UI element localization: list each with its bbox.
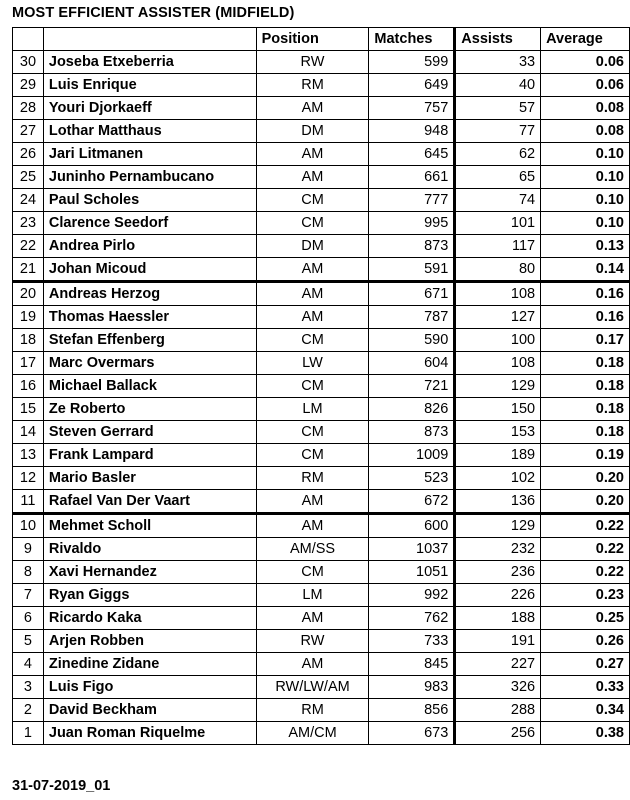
rank-cell: 17 [13, 352, 44, 375]
assists-cell: 117 [455, 235, 541, 258]
rank-cell: 1 [13, 722, 44, 745]
matches-cell: 523 [369, 467, 455, 490]
rank-cell: 26 [13, 143, 44, 166]
average-cell: 0.33 [541, 676, 630, 699]
average-cell: 0.16 [541, 282, 630, 306]
position-cell: LM [256, 584, 369, 607]
position-cell: RM [256, 74, 369, 97]
assists-cell: 108 [455, 282, 541, 306]
average-cell: 0.18 [541, 398, 630, 421]
matches-cell: 733 [369, 630, 455, 653]
average-cell: 0.38 [541, 722, 630, 745]
position-cell: AM [256, 166, 369, 189]
matches-cell: 757 [369, 97, 455, 120]
rank-cell: 13 [13, 444, 44, 467]
header-position: Position [256, 28, 369, 51]
position-cell: RM [256, 699, 369, 722]
table-row [13, 514, 630, 538]
rank-cell: 20 [13, 282, 44, 306]
average-cell: 0.20 [541, 490, 630, 514]
header-name [43, 28, 256, 51]
player-name-cell: Frank Lampard [43, 444, 256, 467]
table-row [13, 282, 630, 306]
matches-cell: 649 [369, 74, 455, 97]
average-cell: 0.19 [541, 444, 630, 467]
header-row [13, 28, 630, 51]
player-name-cell: Stefan Effenberg [43, 329, 256, 352]
assists-cell: 189 [455, 444, 541, 467]
assists-cell: 57 [455, 97, 541, 120]
player-name-cell: Ze Roberto [43, 398, 256, 421]
table-row [13, 51, 630, 74]
position-cell: RM [256, 467, 369, 490]
table-row [13, 630, 630, 653]
position-cell: RW [256, 51, 369, 74]
header-rank [13, 28, 44, 51]
player-name-cell: Marc Overmars [43, 352, 256, 375]
assists-cell: 256 [455, 722, 541, 745]
position-cell: AM [256, 490, 369, 514]
average-cell: 0.18 [541, 352, 630, 375]
rank-cell: 19 [13, 306, 44, 329]
assists-cell: 129 [455, 375, 541, 398]
table-row [13, 676, 630, 699]
assists-cell: 326 [455, 676, 541, 699]
matches-cell: 600 [369, 514, 455, 538]
rank-cell: 27 [13, 120, 44, 143]
matches-cell: 873 [369, 235, 455, 258]
rank-cell: 22 [13, 235, 44, 258]
rank-cell: 12 [13, 467, 44, 490]
average-cell: 0.10 [541, 166, 630, 189]
position-cell: CM [256, 329, 369, 352]
average-cell: 0.18 [541, 421, 630, 444]
average-cell: 0.22 [541, 538, 630, 561]
average-cell: 0.08 [541, 120, 630, 143]
rank-cell: 15 [13, 398, 44, 421]
table-row [13, 258, 630, 282]
position-cell: DM [256, 235, 369, 258]
position-cell: CM [256, 375, 369, 398]
assists-cell: 129 [455, 514, 541, 538]
assists-cell: 153 [455, 421, 541, 444]
average-cell: 0.27 [541, 653, 630, 676]
player-name-cell: Mario Basler [43, 467, 256, 490]
assists-cell: 226 [455, 584, 541, 607]
assists-cell: 100 [455, 329, 541, 352]
average-cell: 0.22 [541, 514, 630, 538]
date-code: 31-07-2019_01 [12, 778, 111, 794]
matches-cell: 671 [369, 282, 455, 306]
rank-cell: 2 [13, 699, 44, 722]
matches-cell: 1009 [369, 444, 455, 467]
player-name-cell: Johan Micoud [43, 258, 256, 282]
matches-cell: 645 [369, 143, 455, 166]
rank-cell: 24 [13, 189, 44, 212]
table-row [13, 375, 630, 398]
player-name-cell: Youri Djorkaeff [43, 97, 256, 120]
table-row [13, 306, 630, 329]
average-cell: 0.20 [541, 467, 630, 490]
player-name-cell: Rivaldo [43, 538, 256, 561]
player-name-cell: Lothar Matthaus [43, 120, 256, 143]
position-cell: CM [256, 561, 369, 584]
table-row [13, 584, 630, 607]
position-cell: AM/CM [256, 722, 369, 745]
player-name-cell: Juan Roman Riquelme [43, 722, 256, 745]
rank-cell: 21 [13, 258, 44, 282]
position-cell: AM [256, 258, 369, 282]
player-name-cell: Mehmet Scholl [43, 514, 256, 538]
matches-cell: 777 [369, 189, 455, 212]
player-name-cell: David Beckham [43, 699, 256, 722]
player-name-cell: Michael Ballack [43, 375, 256, 398]
rank-cell: 10 [13, 514, 44, 538]
position-cell: RW [256, 630, 369, 653]
average-cell: 0.10 [541, 212, 630, 235]
header-matches: Matches [369, 28, 455, 51]
position-cell: AM [256, 143, 369, 166]
table-row [13, 561, 630, 584]
table-row [13, 166, 630, 189]
table-row [13, 653, 630, 676]
player-name-cell: Paul Scholes [43, 189, 256, 212]
assists-cell: 188 [455, 607, 541, 630]
average-cell: 0.06 [541, 74, 630, 97]
rank-cell: 16 [13, 375, 44, 398]
player-name-cell: Rafael Van Der Vaart [43, 490, 256, 514]
average-cell: 0.23 [541, 584, 630, 607]
matches-cell: 673 [369, 722, 455, 745]
assists-cell: 236 [455, 561, 541, 584]
rank-cell: 29 [13, 74, 44, 97]
position-cell: DM [256, 120, 369, 143]
matches-cell: 856 [369, 699, 455, 722]
table-row [13, 74, 630, 97]
assists-cell: 232 [455, 538, 541, 561]
rank-cell: 7 [13, 584, 44, 607]
assists-cell: 101 [455, 212, 541, 235]
position-cell: AM/SS [256, 538, 369, 561]
position-cell: CM [256, 421, 369, 444]
player-name-cell: Juninho Pernambucano [43, 166, 256, 189]
average-cell: 0.17 [541, 329, 630, 352]
table-row [13, 444, 630, 467]
rank-cell: 5 [13, 630, 44, 653]
table-row [13, 722, 630, 745]
header-average: Average [541, 28, 630, 51]
matches-cell: 873 [369, 421, 455, 444]
assists-cell: 136 [455, 490, 541, 514]
position-cell: AM [256, 514, 369, 538]
player-name-cell: Steven Gerrard [43, 421, 256, 444]
assists-cell: 65 [455, 166, 541, 189]
table-row [13, 538, 630, 561]
matches-cell: 661 [369, 166, 455, 189]
matches-cell: 845 [369, 653, 455, 676]
rank-cell: 11 [13, 490, 44, 514]
position-cell: AM [256, 607, 369, 630]
position-cell: CM [256, 212, 369, 235]
assists-cell: 288 [455, 699, 541, 722]
matches-cell: 604 [369, 352, 455, 375]
matches-cell: 826 [369, 398, 455, 421]
matches-cell: 672 [369, 490, 455, 514]
table-row [13, 212, 630, 235]
matches-cell: 1037 [369, 538, 455, 561]
average-cell: 0.18 [541, 375, 630, 398]
table-row [13, 607, 630, 630]
player-name-cell: Zinedine Zidane [43, 653, 256, 676]
rank-cell: 8 [13, 561, 44, 584]
table-row [13, 398, 630, 421]
table-row [13, 421, 630, 444]
average-cell: 0.22 [541, 561, 630, 584]
rank-cell: 18 [13, 329, 44, 352]
rank-cell: 25 [13, 166, 44, 189]
player-name-cell: Jari Litmanen [43, 143, 256, 166]
player-name-cell: Arjen Robben [43, 630, 256, 653]
position-cell: AM [256, 97, 369, 120]
position-cell: AM [256, 306, 369, 329]
page-title: MOST EFFICIENT ASSISTER (MIDFIELD) [12, 5, 295, 21]
rank-cell: 6 [13, 607, 44, 630]
assists-cell: 33 [455, 51, 541, 74]
rank-cell: 30 [13, 51, 44, 74]
player-name-cell: Luis Enrique [43, 74, 256, 97]
average-cell: 0.13 [541, 235, 630, 258]
table-row [13, 120, 630, 143]
position-cell: CM [256, 444, 369, 467]
average-cell: 0.10 [541, 143, 630, 166]
average-cell: 0.16 [541, 306, 630, 329]
matches-cell: 983 [369, 676, 455, 699]
assister-table [12, 27, 630, 745]
rank-cell: 3 [13, 676, 44, 699]
table-row [13, 490, 630, 514]
matches-cell: 762 [369, 607, 455, 630]
assists-cell: 191 [455, 630, 541, 653]
rank-cell: 23 [13, 212, 44, 235]
assists-cell: 227 [455, 653, 541, 676]
rank-cell: 14 [13, 421, 44, 444]
table-row [13, 189, 630, 212]
average-cell: 0.08 [541, 97, 630, 120]
position-cell: CM [256, 189, 369, 212]
assists-cell: 102 [455, 467, 541, 490]
assists-cell: 108 [455, 352, 541, 375]
table-row [13, 352, 630, 375]
position-cell: RW/LW/AM [256, 676, 369, 699]
assists-cell: 62 [455, 143, 541, 166]
player-name-cell: Thomas Haessler [43, 306, 256, 329]
matches-cell: 721 [369, 375, 455, 398]
position-cell: LM [256, 398, 369, 421]
matches-cell: 599 [369, 51, 455, 74]
matches-cell: 992 [369, 584, 455, 607]
position-cell: LW [256, 352, 369, 375]
average-cell: 0.25 [541, 607, 630, 630]
average-cell: 0.06 [541, 51, 630, 74]
player-name-cell: Andrea Pirlo [43, 235, 256, 258]
rank-cell: 9 [13, 538, 44, 561]
player-name-cell: Ricardo Kaka [43, 607, 256, 630]
rank-cell: 28 [13, 97, 44, 120]
average-cell: 0.10 [541, 189, 630, 212]
matches-cell: 787 [369, 306, 455, 329]
matches-cell: 995 [369, 212, 455, 235]
position-cell: AM [256, 282, 369, 306]
matches-cell: 590 [369, 329, 455, 352]
matches-cell: 1051 [369, 561, 455, 584]
player-name-cell: Xavi Hernandez [43, 561, 256, 584]
table-row [13, 235, 630, 258]
matches-cell: 591 [369, 258, 455, 282]
player-name-cell: Joseba Etxeberria [43, 51, 256, 74]
player-name-cell: Clarence Seedorf [43, 212, 256, 235]
player-name-cell: Luis Figo [43, 676, 256, 699]
average-cell: 0.34 [541, 699, 630, 722]
assists-cell: 150 [455, 398, 541, 421]
position-cell: AM [256, 653, 369, 676]
assists-cell: 127 [455, 306, 541, 329]
header-assists: Assists [455, 28, 541, 51]
assists-cell: 40 [455, 74, 541, 97]
table-row [13, 329, 630, 352]
average-cell: 0.14 [541, 258, 630, 282]
player-name-cell: Ryan Giggs [43, 584, 256, 607]
rank-cell: 4 [13, 653, 44, 676]
table-row [13, 467, 630, 490]
table-row [13, 699, 630, 722]
assists-cell: 80 [455, 258, 541, 282]
matches-cell: 948 [369, 120, 455, 143]
assists-cell: 74 [455, 189, 541, 212]
table-row [13, 143, 630, 166]
assists-cell: 77 [455, 120, 541, 143]
player-name-cell: Andreas Herzog [43, 282, 256, 306]
average-cell: 0.26 [541, 630, 630, 653]
table-row [13, 97, 630, 120]
